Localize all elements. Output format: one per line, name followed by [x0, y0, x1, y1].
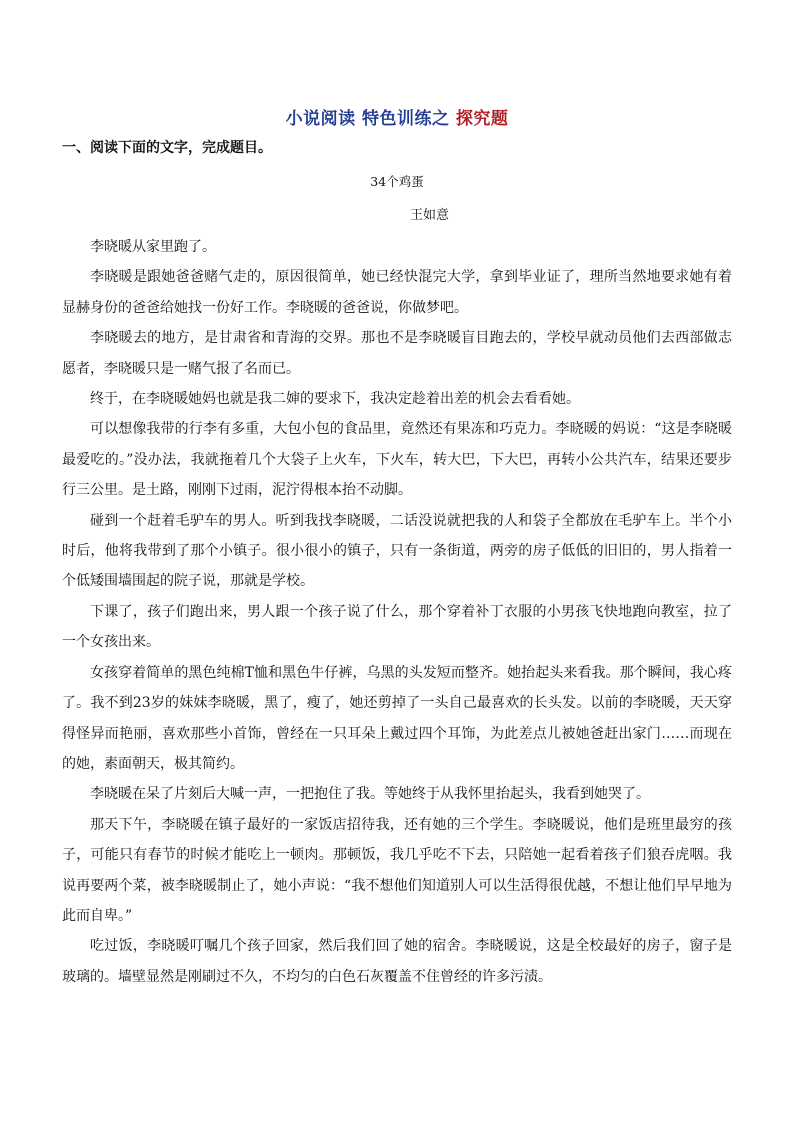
story-paragraph: 可以想像我带的行李有多重，大包小包的食品里，竟然还有果冻和巧克力。李晓暖的妈说：“这是李晓暖最爱吃的。”没办法，我就拖着几个大袋子上火车，下火车，转大巴，下大巴，再转小公共汽车，结果还要步行三公里。是土路，刚刚下过雨，泥泞得根本抬不动脚。: [62, 421, 732, 499]
story-body: [62, 232, 732, 992]
story-paragraph: 碰到一个赶着毛驴车的男人。听到我找李晓暖，二话没说就把我的人和袋子全都放在毛驴车上。半个小时后，他将我带到了那个小镇子。很小很小的镇子，只有一条街道，两旁的房子低低的旧旧的，男人指着一个低矮围墙围起的院子说，那就是学校。: [62, 512, 732, 590]
section-heading: 一、阅读下面的文字，完成题目。: [62, 140, 272, 156]
story-paragraph: 李晓暖在呆了片刻后大喊一声，一把抱住了我。等她终于从我怀里抬起头，我看到她哭了。: [90, 786, 650, 803]
story-paragraph: 吃过饭，李晓暖叮嘱几个孩子回家，然后我们回了她的宿舍。李晓暖说，这是全校最好的房子，窗子是玻璃的。墙壁显然是刚刷过不久，不均匀的白色石灰覆盖不住曾经的许多污渍。: [62, 938, 732, 985]
story-paragraph: 李晓暖是跟她爸爸赌气走的，原因很简单，她已经快混完大学，拿到毕业证了，理所当然地要求她有着显赫身份的爸爸给她找一份好工作。李晓暖的爸爸说，你做梦吧。: [62, 269, 732, 316]
story-paragraph: 李晓暖去的地方，是甘肃省和青海的交界。那也不是李晓暖盲目跑去的，学校早就动员他们去西部做志愿者，李晓暖只是一赌气报了名而已。: [62, 330, 732, 377]
title-part-novel-reading: 小说阅读: [285, 109, 356, 129]
story-paragraph: 李晓暖从家里跑了。: [90, 239, 216, 255]
story-author: 王如意: [410, 208, 450, 223]
title-part-training: 特色训练之: [362, 109, 450, 129]
story-paragraph: 女孩穿着简单的黑色纯棉T恤和黑色牛仔裤，乌黑的头发短而整齐。她抬起头来看我。那个瞬间，我心疼了。我不到23岁的妹妹李晓暖，黑了，瘦了，她还剪掉了一头自己最喜欢的长头发。以前的李晓暖，天天穿得怪异而艳丽，喜欢那些小首饰，曾经在一只耳朵上戴过四个耳饰，为此差点儿被她爸赶出家门……而现在的她，素面朝天，极其简约。: [62, 664, 732, 772]
story-paragraph: 那天下午，李晓暖在镇子最好的一家饭店招待我，还有她的三个学生。李晓暖说，他们是班里最穷的孩子，可能只有春节的时候才能吃上一顿肉。那顿饭，我几乎吃不下去，只陪她一起看着孩子们狼吞虎咽。我说再要两个菜，被李晓暖制止了，她小声说：“我不想他们知道别人可以生活得很优越，不想让他们早早地为此而自卑。”: [62, 816, 732, 924]
story-paragraph: 下课了，孩子们跑出来，男人跟一个孩子说了什么，那个穿着补丁衣服的小男孩飞快地跑向教室，拉了一个女孩出来。: [62, 603, 732, 651]
story-title: 34个鸡蛋: [370, 174, 424, 189]
story-paragraph: 终于，在李晓暖她妈也就是我二婶的要求下，我决定趁着出差的机会去看看她。: [90, 391, 580, 408]
title-part-inquiry: 探究题: [455, 109, 509, 129]
document-title: [0, 104, 794, 129]
